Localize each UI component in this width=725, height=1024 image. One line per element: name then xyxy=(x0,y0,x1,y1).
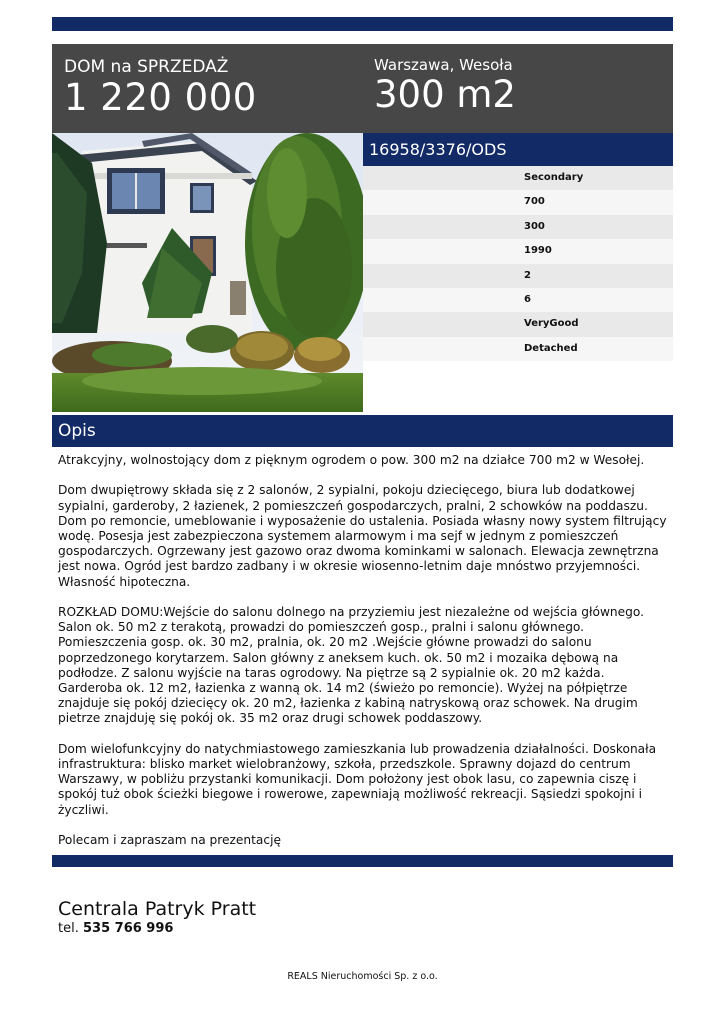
description-paragraph: ROZKŁAD DOMU:Wejście do salonu dolnego na przyziemiu jest niezależne od wejścia głównego. Salon ok. 50 m2 z terakotą, prowadzi do pomieszczeń gosp., pralni i salonu głównego. Pomieszczenia gosp. ok. 30 m2, pralnia, ok. 20 m2 .Wejście główne prowadzi do salonu poprzedzonego korytarzem. Salon główny z aneksem kuch. ok. 50 m2 i mozaika dębową na podłodze. Z salonu wyjście na taras ogrodowy. Na piętrze są 2 sypialnie ok. 20 m2 każda. Garderoba ok. 12 m2, łazienka z wanną ok. 14 m2 (świeżo po remoncie). Wyżej na półpiętrze znajduje się pokój dziecięcy ok. 20 m2, łazienka z kabiną natryskową oraz schowek. Na drugim pietrze znajduję się pokój ok. 35 m2 oraz drugi schowek poddaszowy. xyxy=(58,605,645,726)
description-paragraph: Dom dwupiętrowy składa się z 2 salonów, 2 sypialni, pokoju dziecięcego, biura lub dodatkowej sypialni, garderoby, 2 łazienek, 2 pomieszczeń gospodarczych, pralni, 2 schowków na poddaszu. Dom po remoncie, umeblowanie i wyposażenie do ustalenia. Posiada własny nowy system filtrujący wodę. Posesja jest zabezpieczona systemem alarmowym i ma sejf w jednym z pomieszczeń gospodarczych. Ogrzewany jest gazowo oraz dwoma kominkami w salonach. Elewacja zewnętrzna jest nowa. Ogród jest bardzo zadbany i w okresie wiosenno-letnim daje mnóstwo przyjemności. Własność hipoteczna. xyxy=(58,483,667,589)
property-value: 1990 xyxy=(363,239,673,263)
listing-location: Warszawa, Wesoła xyxy=(374,56,513,74)
section-title: Opis xyxy=(52,415,673,447)
property-value: 6 xyxy=(363,288,673,312)
listing-area: 300 m2 xyxy=(374,73,516,116)
property-value: Detached xyxy=(363,337,673,361)
top-divider-bar xyxy=(52,17,673,31)
property-details-table xyxy=(363,166,673,361)
reference-number: 16958/3376/ODS xyxy=(363,133,673,166)
property-value: 2 xyxy=(363,264,673,288)
property-value: Secondary xyxy=(363,166,673,190)
phone-label: tel. xyxy=(58,921,79,936)
bottom-divider-bar xyxy=(52,855,673,867)
description xyxy=(58,453,670,863)
description-paragraph: Dom wielofunkcyjny do natychmiastowego zamieszkania lub prowadzenia działalności. Doskonała infrastruktura: blisko market wielobranżowy, szkoła, przedszkole. Sprawny dojazd do centrum Warszawy, w pobliżu przystanki komunikacji. Dom położony jest obok lasu, co zapewnia ciszę i spokój tuż obok ścieżki biegowe i rowerowe, zapewniają możliwość rekreacji. Sąsiedzi spokojni i życzliwi. xyxy=(58,741,657,817)
description-paragraph: Atrakcyjny, wolnostojący dom z pięknym ogrodem o pow. 300 m2 na działce 700 m2 w Wesołej. xyxy=(58,453,645,467)
property-value: 300 xyxy=(363,215,673,239)
property-value: VeryGood xyxy=(363,312,673,336)
property-value: 700 xyxy=(363,190,673,214)
listing-price: 1 220 000 xyxy=(64,76,257,119)
property-photo xyxy=(52,133,363,412)
footer-company: REALS Nieruchomości Sp. z o.o. xyxy=(287,971,438,982)
agent-phone xyxy=(58,921,173,936)
listing-type-label: DOM na SPRZEDAŻ xyxy=(64,57,229,77)
phone-number[interactable]: 535 766 996 xyxy=(82,921,174,936)
description-paragraph: Polecam i zapraszam na prezentację xyxy=(58,833,281,848)
agent-name: Centrala Patryk Pratt xyxy=(58,898,257,920)
listing-header xyxy=(52,44,673,133)
